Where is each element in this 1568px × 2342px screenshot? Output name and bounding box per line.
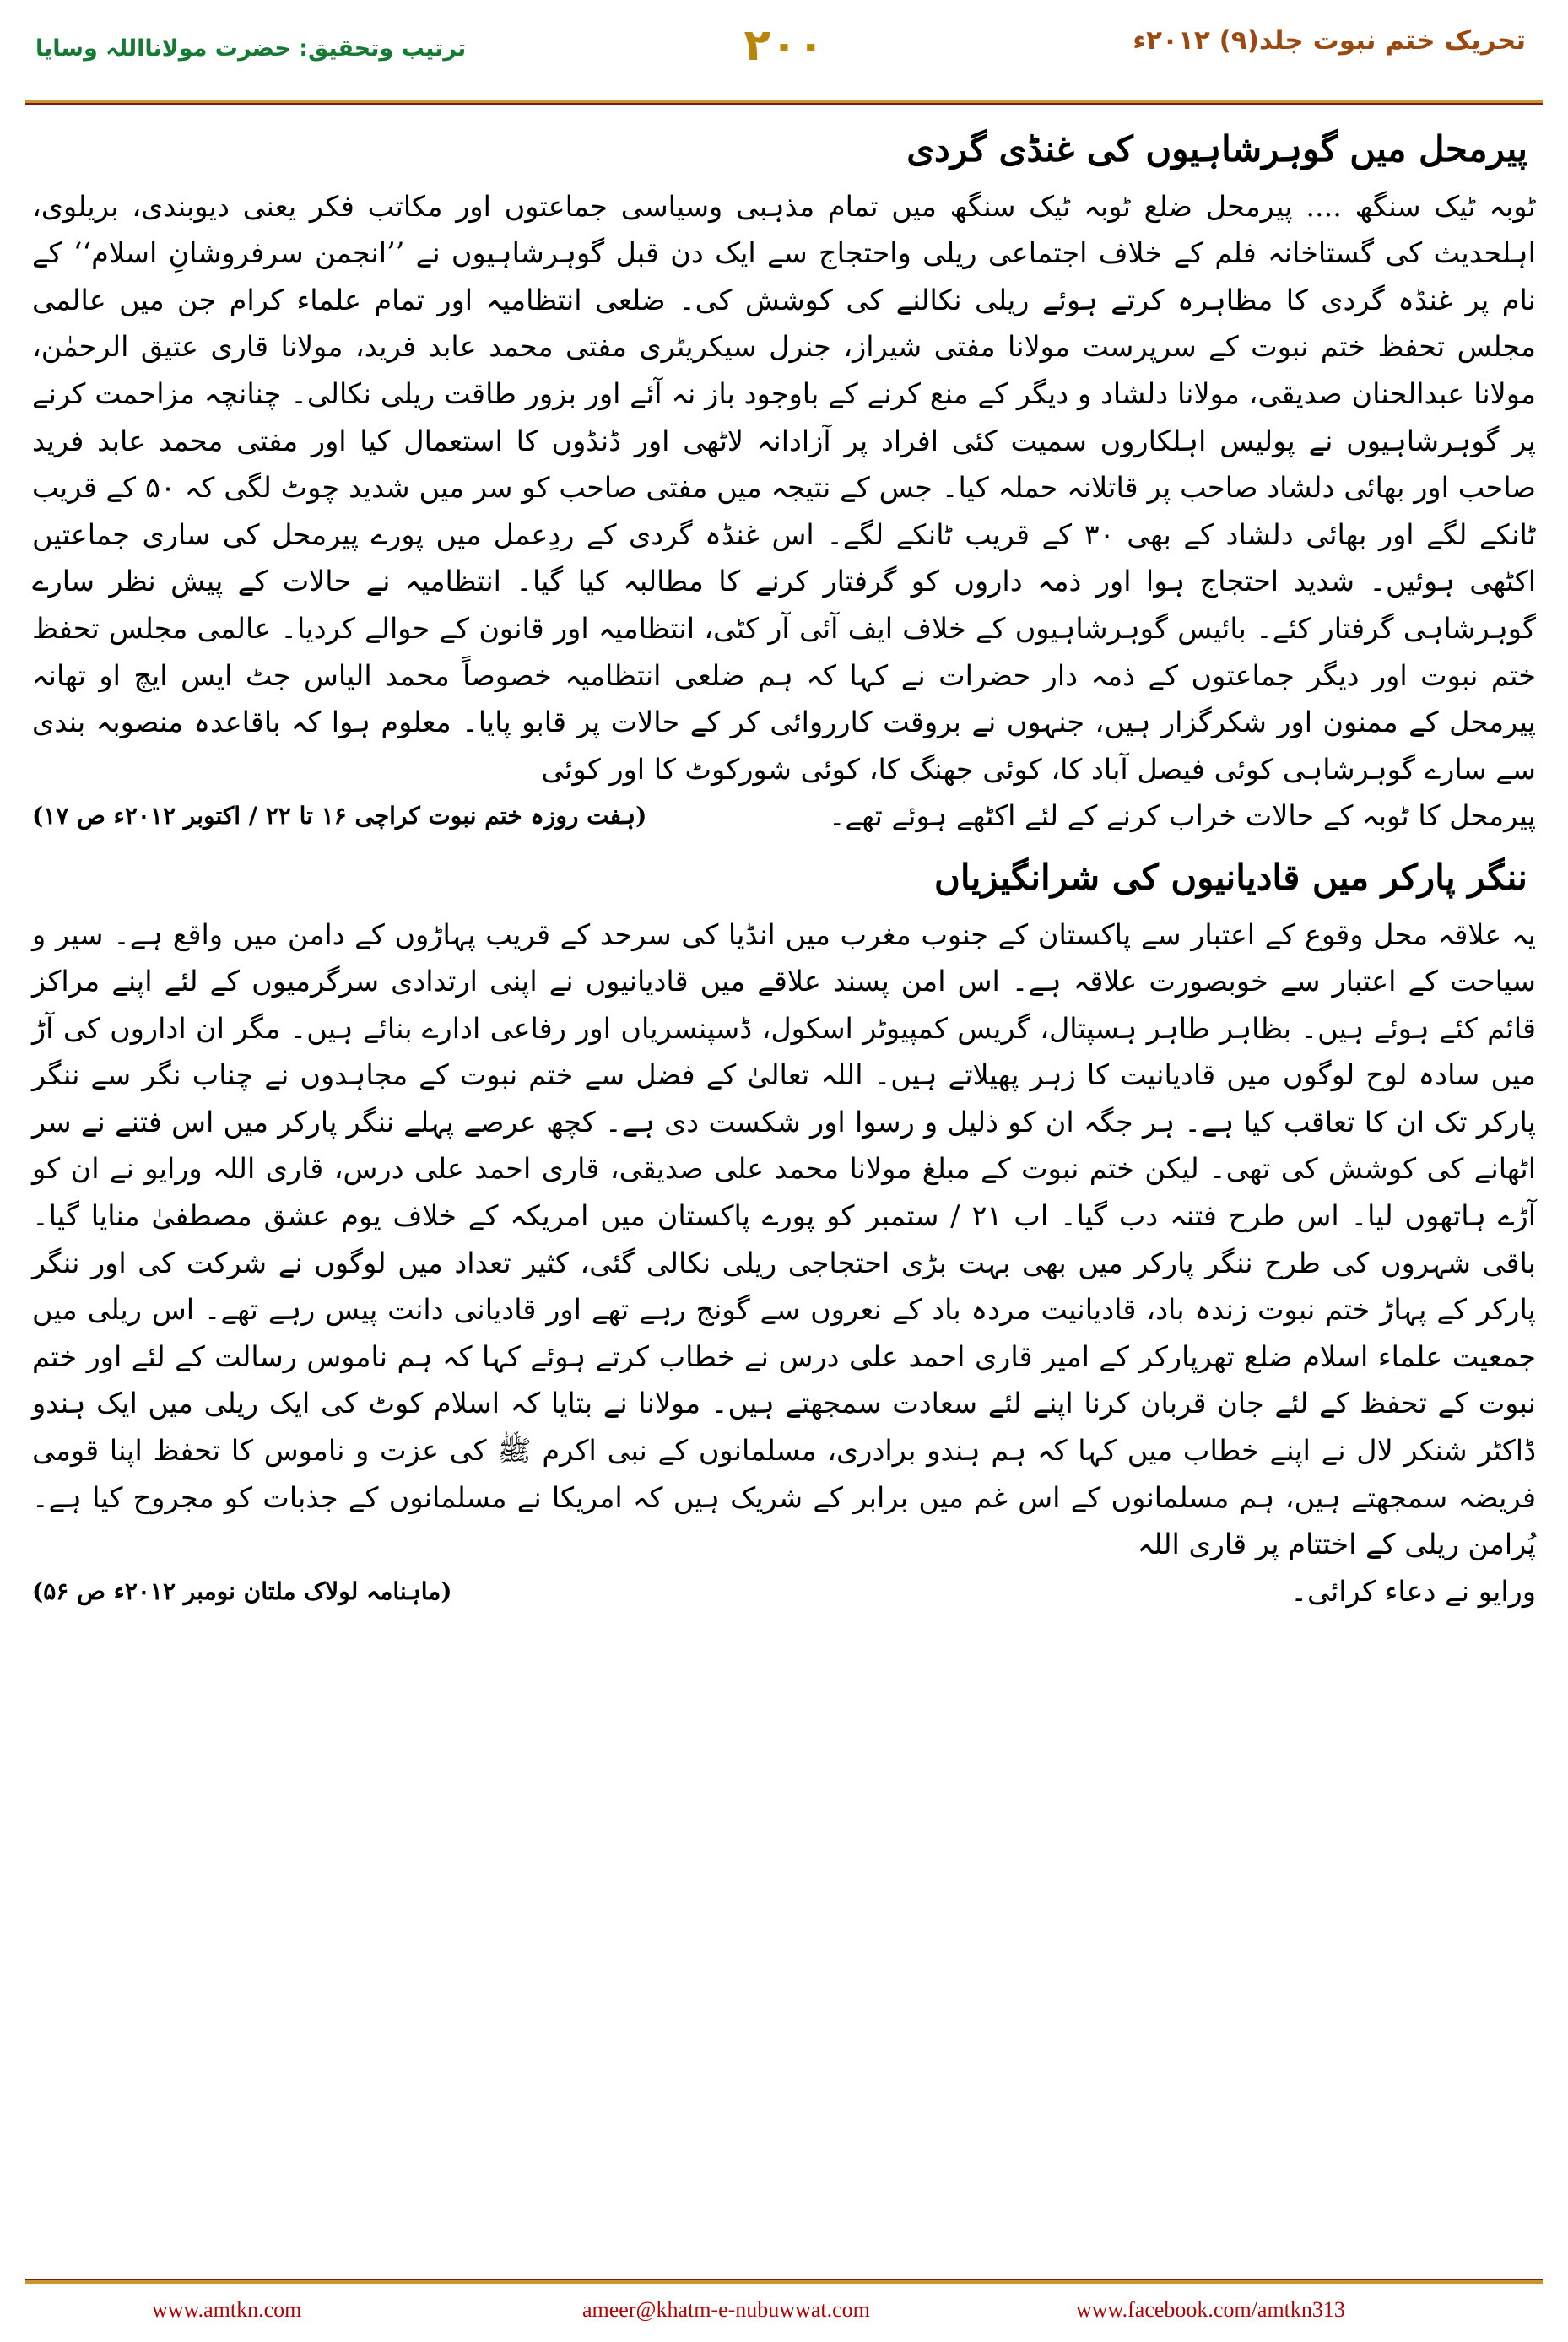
email-link[interactable]: ameer@khatm-e-nubuwwat.com — [582, 2297, 870, 2322]
article-nagarparkar — [32, 855, 1536, 1615]
closing-line: پیرمحل کا ٹوبہ کے حالات خراب کرنے کے لئے اکٹھے ہوئے تھے۔ — [828, 799, 1536, 833]
page-number: ۲۰۰ — [743, 20, 825, 71]
compiler-credit: ترتیب وتحقیق: حضرت مولانااللہ وسایا — [35, 35, 467, 62]
article-heading: ننگر پارکر میں قادیانیوں کی شرانگیزیاں — [934, 856, 1527, 898]
article-source-line — [32, 1568, 1536, 1615]
page-footer — [0, 2279, 1568, 2342]
article-body: ٹوبہ ٹیک سنگھ .... پیرمحل ضلع ٹوبہ ٹیک سنگھ میں تمام مذہبی وسیاسی جماعتوں اور مکاتب فکر یعنی دیوبندی، بریلوی، اہلحدیث کی گستاخانہ فلم کے خلاف اجتماعی ریلی واحتجاج سے ایک دن قبل گوہرشاہیوں نے ’’انجمن سرفروشانِ اسلام‘‘ کے نام پر غنڈہ گردی کا مظاہرہ کرتے ہوئے ریلی نکالنے کی کوشش کی۔ ضلعی انتظامیہ اور تمام علماء کرام جن میں عالمی مجلس تحفظ ختم نبوت کے سرپرست مولانا مفتی شیراز، جنرل سیکریٹری مفتی محمد عابد فرید، مولانا قاری عتیق الرحمٰن، مولانا عبدالحنان صدیقی، مولانا دلشاد و دیگر کے منع کرنے کے باوجود باز نہ آئے اور بزور طاقت ریلی نکالی۔ چنانچہ مزاحمت کرنے پر گوہرشاہیوں نے پولیس اہلکاروں سمیت کئی افراد پر آزادانہ لاٹھی اور ڈنڈوں کا استعمال کیا اور مفتی محمد عابد فرید صاحب اور بھائی دلشاد صاحب پر قاتلانہ حملہ کیا۔ جس کے نتیجہ میں مفتی صاحب کو سر میں شدید چوٹ لگی کہ ۵۰ کے قریب ٹانکے لگے اور بھائی دلشاد کے بھی ۳۰ کے قریب ٹانکے لگے۔ اس غنڈہ گردی کے ردِعمل میں پورے پیرمحل کی ساری جماعتیں اکٹھی ہوئیں۔ شدید احتجاج ہوا اور ذمہ داروں کو گرفتار کرنے کا مطالبہ کیا گیا۔ انتظامیہ نے حالات کے پیش نظر سارے گوہرشاہی گرفتار کئے۔ بائیس گوہرشاہیوں کے خلاف ایف آئی آر کٹی، انتظامیہ اور قانون کے حوالے کردیا۔ عالمی مجلس تحفظ ختم نبوت اور دیگر جماعتوں کے ذمہ دار حضرات نے کہا کہ ہم ضلعی انتظامیہ خصوصاً محمد الیاس جٹ ایس ایچ او تھانہ پیرمحل کے ممنون اور شکرگزار ہیں، جنہوں نے بروقت کارروائی کر کے حالات پر قابو پایا۔ معلوم ہوا کہ باقاعدہ منصوبہ بندی سے سارے گوہرشاہی کوئی فیصل آباد کا، کوئی جھنگ کا، کوئی شورکوٹ کا اور کوئی — [32, 189, 1537, 786]
article-body: یہ علاقہ محل وقوع کے اعتبار سے پاکستان کے جنوب مغرب میں انڈیا کی سرحد کے قریب پہاڑوں کے دامن میں واقع ہے۔ سیر و سیاحت کے اعتبار سے خوبصورت علاقہ ہے۔ اس امن پسند علاقے میں قادیانیوں نے اپنی ارتدادی سرگرمیوں کے لئے اپنے مراکز قائم کئے ہوئے ہیں۔ بظاہر طاہر ہسپتال، گریس کمپیوٹر اسکول، ڈسپنسریاں اور رفاعی ادارے بنائے ہیں۔ مگر ان اداروں کی آڑ میں سادہ لوح لوگوں میں قادیانیت کا زہر پھیلاتے ہیں۔ اللہ تعالیٰ کے فضل سے ختم نبوت کے مجاہدوں نے چناب نگر سے ننگر پارکر تک ان کا تعاقب کیا ہے۔ ہر جگہ ان کو ذلیل و رسوا اور شکست دی ہے۔ کچھ عرصے پہلے ننگر پارکر میں اس فتنے نے سر اٹھانے کی کوشش کی تھی۔ لیکن ختم نبوت کے مبلغ مولانا محمد علی صدیقی، قاری احمد علی درس، قاری اللہ ورایو نے ان کو آڑے ہاتھوں لیا۔ اس طرح فتنہ دب گیا۔ اب ۲۱ / ستمبر کو پورے پاکستان میں امریکہ کے خلاف یوم عشق مصطفیٰ منایا گیا۔ باقی شہروں کی طرح ننگر پارکر میں بھی بہت بڑی احتجاجی ریلی نکالی گئی، کثیر تعداد میں لوگوں نے شرکت کی اور ننگر پارکر کے پہاڑ ختم نبوت زندہ باد، قادیانیت مردہ باد کے نعروں سے گونج رہے تھے اور قادیانی دانت پیس رہے تھے۔ اس ریلی میں جمعیت علماء اسلام ضلع تھرپارکر کے امیر قاری احمد علی درس نے خطاب کرتے ہوئے کہا کہ ہم ناموس رسالت کے لئے اور ختم نبوت کے تحفظ کے لئے جان قربان کرنا اپنے لئے سعادت سمجھتے ہیں۔ مولانا نے بتایا کہ اسلام کوٹ کی ایک ریلی میں ایک ہندو ڈاکٹر شنکر لال نے اپنے خطاب میں کہا کہ ہم ہندو برادری، مسلمانوں کے نبی اکرم ﷺ کی عزت و ناموس کا تحفظ اپنا قومی فریضہ سمجھتے ہیں، ہم مسلمانوں کے اس غم میں برابر کے شریک ہیں کہ امریکا نے مسلمانوں کے جذبات کو مجروح کیا ہے۔ پُرامن ریلی کے اختتام پر قاری اللہ — [32, 917, 1537, 1561]
source-citation: (ماہنامہ لولاک ملتان نومبر ۲۰۱۲ء ص ۵۶) — [32, 1577, 452, 1605]
footer-divider — [25, 2279, 1543, 2284]
article-heading: پیرمحل میں گوہرشاہیوں کی غنڈی گردی — [906, 128, 1527, 170]
article-pirmahal — [32, 127, 1536, 840]
source-citation: (ہفت روزہ ختم نبوت کراچی ۱۶ تا ۲۲ / اکتوبر ۲۰۱۲ء ص ۱۷) — [32, 802, 647, 830]
website-link[interactable]: www.amtkn.com — [152, 2297, 302, 2322]
article-source-line — [32, 792, 1536, 840]
page-content — [32, 127, 1536, 1630]
page-header — [0, 0, 1568, 127]
book-title: تحریک ختم نبوت جلد(۹) ۲۰۱۲ء — [1133, 25, 1526, 56]
facebook-link[interactable]: www.facebook.com/amtkn313 — [1076, 2297, 1345, 2322]
closing-line: ورایو نے دعاء کرائی۔ — [1290, 1574, 1536, 1608]
header-divider — [25, 100, 1543, 105]
